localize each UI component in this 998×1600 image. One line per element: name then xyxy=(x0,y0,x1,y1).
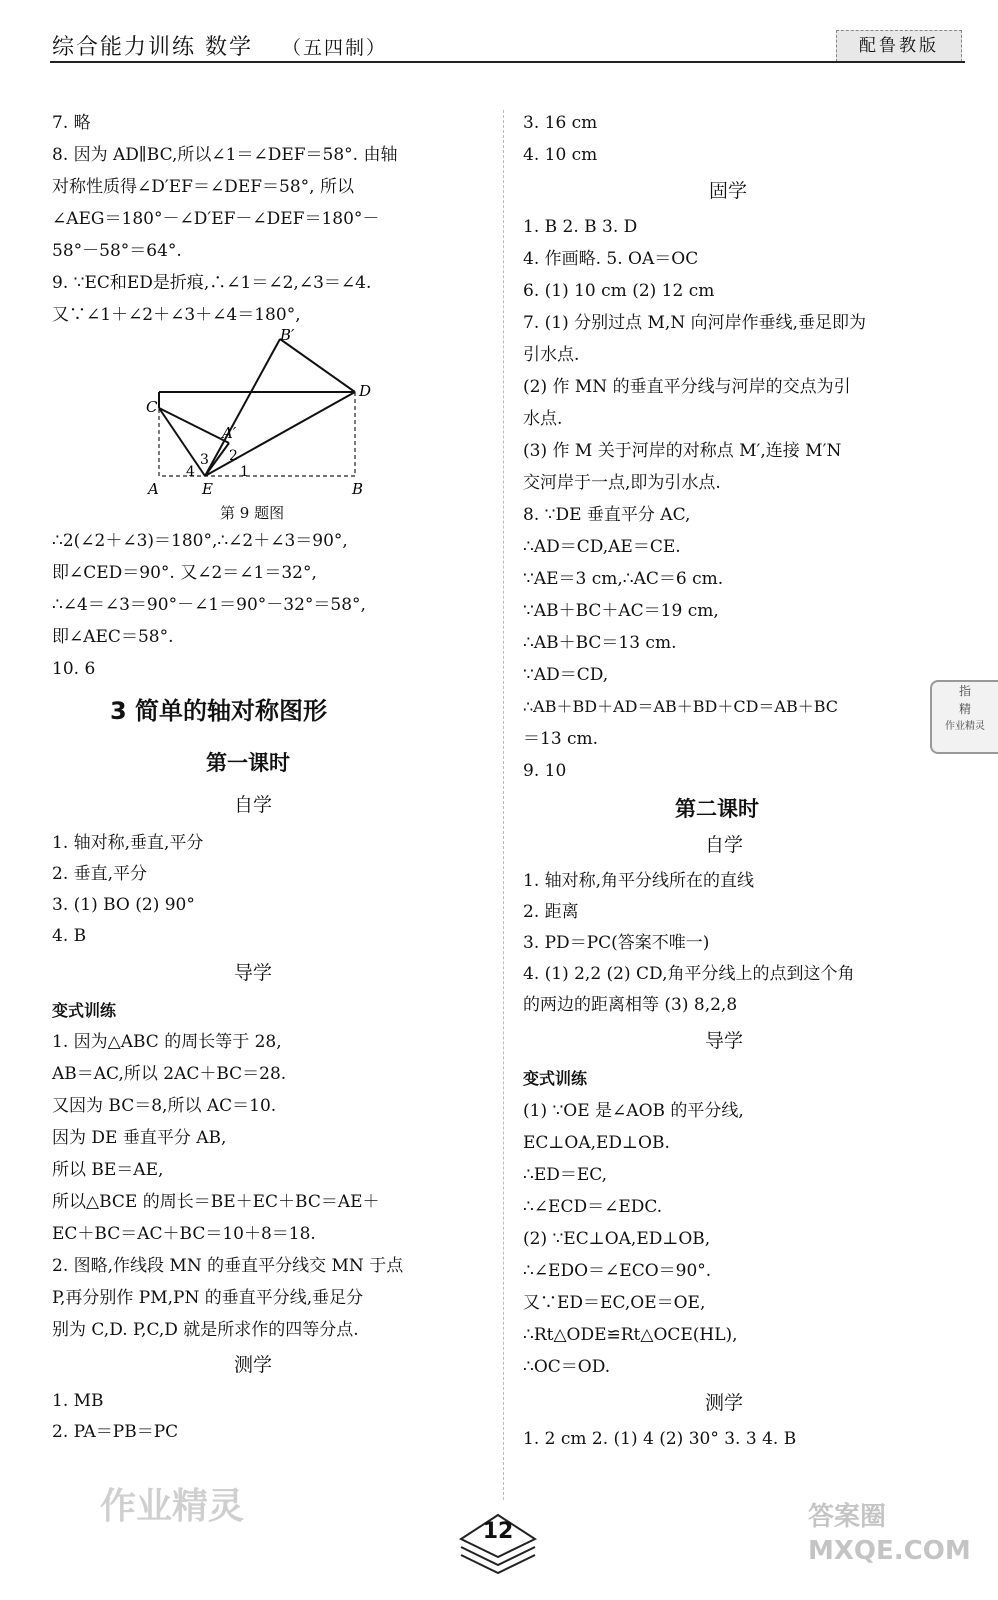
figure-label: E xyxy=(202,480,213,498)
answer-line: ∵AB＋BC＋AC＝19 cm, xyxy=(523,601,719,621)
answer-line: 1. MB xyxy=(52,1391,104,1411)
answer-line: 1. 轴对称,角平分线所在的直线 xyxy=(523,871,755,891)
cexue-heading: 测学 xyxy=(234,1354,273,1376)
answer-line: 1. 轴对称,垂直,平分 xyxy=(52,833,204,853)
answer-line: ∴ED＝EC, xyxy=(523,1165,608,1185)
figure-label: 1 xyxy=(240,464,249,480)
answer-line: 4. 作画略. 5. OA＝OC xyxy=(523,249,699,269)
answer-line: ∴Rt△ODE≌Rt△OCE(HL), xyxy=(523,1325,738,1345)
answer-line: ∴AB＋BD＋AD＝AB＋BD＋CD＝AB＋BC xyxy=(523,697,839,716)
bianshi-heading: 变式训练 xyxy=(52,1001,117,1020)
figure-label: 2 xyxy=(229,448,238,464)
answer-line: 别为 C,D. P,C,D 就是所求作的四等分点. xyxy=(52,1320,359,1340)
lesson-title: 第二课时 xyxy=(675,797,759,821)
answer-line: 2. 图略,作线段 MN 的垂直平分线交 MN 于点 xyxy=(52,1256,404,1276)
figure-label: B xyxy=(352,480,364,498)
book-edition: （五四制） xyxy=(282,37,388,59)
answer-line: 7. (1) 分别过点 M,N 向河岸作垂线,垂足即为 xyxy=(523,313,867,333)
answer-line: (2) 作 MN 的垂直平分线与河岸的交点为引 xyxy=(523,377,851,397)
page-header xyxy=(0,0,996,64)
answer-line: P,再分别作 PM,PN 的垂直平分线,垂足分 xyxy=(52,1288,364,1308)
zixue-heading: 自学 xyxy=(234,794,273,816)
answer-line: 7. 略 xyxy=(52,113,91,133)
answer-line: 1. 因为△ABC 的周长等于 28, xyxy=(52,1032,282,1052)
answer-line: 即∠CED＝90°. 又∠2＝∠1＝32°, xyxy=(52,563,317,583)
stamp-text: 精 xyxy=(958,702,971,716)
watermark: 作业精灵 xyxy=(100,1486,245,1527)
answer-line: 4. B xyxy=(52,926,87,946)
answer-line: ∴∠4＝∠3＝90°－∠1＝90°－32°＝58°, xyxy=(52,595,366,615)
answer-line: 4. (1) 2,2 (2) CD,角平分线上的点到这个角 xyxy=(523,964,855,984)
answer-line: ∴∠EDO＝∠ECO＝90°. xyxy=(523,1261,712,1281)
answer-line: ∴∠ECD＝∠EDC. xyxy=(523,1197,663,1217)
daoxue-heading: 导学 xyxy=(705,1030,744,1052)
answer-line: 3. (1) BO (2) 90° xyxy=(52,895,195,915)
answer-line: 8. ∵DE 垂直平分 AC, xyxy=(523,505,691,525)
answer-line: ∠AEG＝180°－∠D′EF－∠DEF＝180°－ xyxy=(52,209,380,229)
answer-line: 所以△BCE 的周长＝BE＋EC＋BC＝AE＋ xyxy=(52,1192,380,1212)
answer-line: 8. 因为 AD∥BC,所以∠1＝∠DEF＝58°. 由轴 xyxy=(52,145,398,165)
answer-line: 2. PA＝PB＝PC xyxy=(52,1422,179,1442)
figure-label: B′ xyxy=(280,326,295,344)
answer-line: 所以 BE＝AE, xyxy=(52,1160,164,1180)
figure-caption: 第 9 题图 xyxy=(220,504,285,522)
answer-line: 水点. xyxy=(523,409,563,429)
bianshi-heading: 变式训练 xyxy=(523,1069,588,1088)
answer-line: 对称性质得∠D′EF＝∠DEF＝58°, 所以 xyxy=(52,177,354,197)
daoxue-heading: 导学 xyxy=(234,962,273,984)
geometry-figure xyxy=(146,326,392,500)
answer-line: 又因为 BC＝8,所以 AC＝10. xyxy=(52,1096,277,1116)
book-title: 综合能力训练 数学 xyxy=(52,35,253,60)
figure-label: D xyxy=(359,382,372,400)
answer-line: 10. 6 xyxy=(52,659,96,679)
answer-line: AB＝AC,所以 2AC＋BC＝28. xyxy=(52,1064,287,1084)
figure-label: 4 xyxy=(186,464,195,480)
answer-line: 1. B 2. B 3. D xyxy=(523,217,638,237)
figure-label: C xyxy=(146,398,158,416)
answer-line: ∴AB＋BC＝13 cm. xyxy=(523,633,677,653)
section-title: 3 简单的轴对称图形 xyxy=(110,697,328,725)
answer-line: ∴AD＝CD,AE＝CE. xyxy=(523,537,681,557)
lesson-title: 第一课时 xyxy=(206,751,290,775)
page-number-text: 12 xyxy=(482,1519,514,1544)
stamp-text: 作业精灵 xyxy=(945,721,985,732)
answer-line: EC⊥OA,ED⊥OB. xyxy=(523,1133,670,1153)
answer-line: 引水点. xyxy=(523,345,580,365)
figure-label: 3 xyxy=(200,452,209,468)
answer-line: ＝13 cm. xyxy=(523,729,599,749)
answer-line: ∵AE＝3 cm,∴AC＝6 cm. xyxy=(523,569,724,589)
answer-line: ∴2(∠2＋∠3)＝180°,∴∠2＋∠3＝90°, xyxy=(52,531,348,551)
answer-line: 即∠AEC＝58°. xyxy=(52,627,174,647)
figure-label: A′ xyxy=(222,424,237,442)
edition-badge: 配鲁教版 xyxy=(836,30,962,62)
header-rule xyxy=(50,61,965,63)
answer-line: 又∵∠1＋∠2＋∠3＋∠4＝180°, xyxy=(52,305,301,325)
zixue-heading: 自学 xyxy=(705,834,744,856)
watermark: 答案圈 MXQE.COM xyxy=(808,1502,971,1566)
answer-line: 9. 10 xyxy=(523,761,567,781)
answer-line: 3. 16 cm xyxy=(523,113,598,133)
figure-label: A xyxy=(148,480,159,498)
answer-line: 又∵ED＝EC,OE＝OE, xyxy=(523,1293,706,1313)
answer-line: 的两边的距离相等 (3) 8,2,8 xyxy=(523,995,738,1015)
answer-line: (3) 作 M 关于河岸的对称点 M′,连接 M′N xyxy=(523,441,842,461)
answer-line: ∵AD＝CD, xyxy=(523,665,609,685)
answer-line: 3. PD＝PC(答案不唯一) xyxy=(523,933,710,953)
answer-line: 58°－58°＝64°. xyxy=(52,241,182,261)
cexue-heading: 测学 xyxy=(705,1392,744,1414)
column-divider xyxy=(503,110,504,1500)
answer-line: (1) ∵OE 是∠AOB 的平分线, xyxy=(523,1101,744,1121)
answer-line: 2. 垂直,平分 xyxy=(52,864,148,884)
stamp-text: 指 xyxy=(958,684,971,698)
answer-line: 交河岸于一点,即为引水点. xyxy=(523,473,721,493)
answer-line: EC＋BC＝AC＋BC＝10＋8＝18. xyxy=(52,1224,316,1244)
side-stamp xyxy=(930,680,998,754)
answer-line: 2. 距离 xyxy=(523,902,579,922)
answer-line: 9. ∵EC和ED是折痕,∴∠1＝∠2,∠3＝∠4. xyxy=(52,273,372,293)
answer-line: 4. 10 cm xyxy=(523,145,598,165)
answer-line: 6. (1) 10 cm (2) 12 cm xyxy=(523,281,715,301)
page-number xyxy=(455,1513,541,1573)
answer-line: (2) ∵EC⊥OA,ED⊥OB, xyxy=(523,1229,711,1249)
guxue-heading: 固学 xyxy=(709,180,748,202)
answer-line: 因为 DE 垂直平分 AB, xyxy=(52,1128,227,1148)
answer-line: ∴OC＝OD. xyxy=(523,1357,611,1377)
answer-line: 1. 2 cm 2. (1) 4 (2) 30° 3. 3 4. B xyxy=(523,1429,797,1449)
